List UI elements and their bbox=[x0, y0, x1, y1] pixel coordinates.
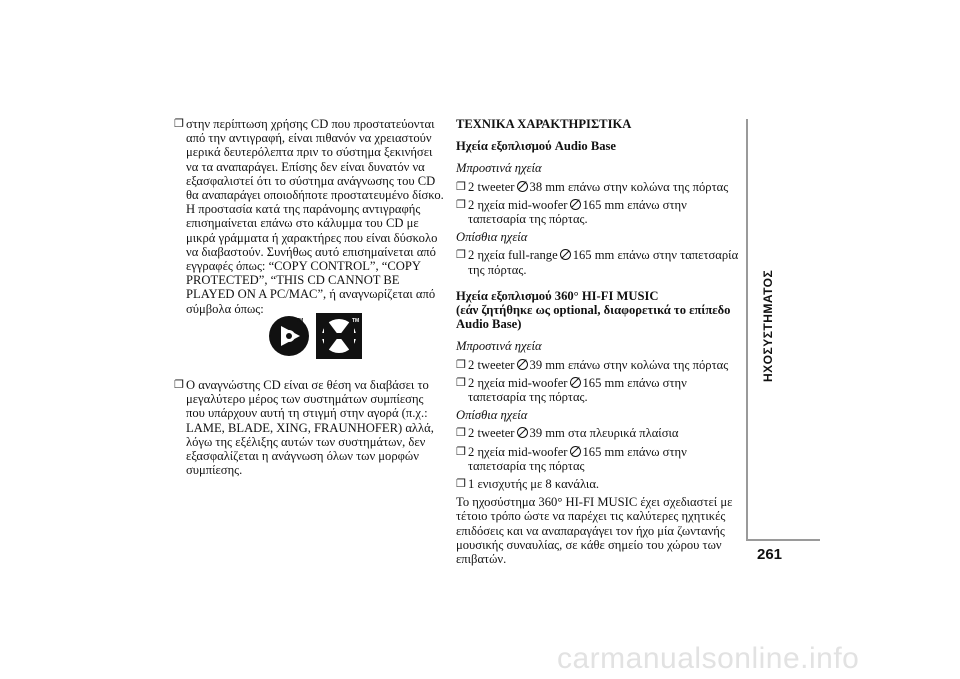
list-item bbox=[456, 358, 746, 372]
diameter-icon bbox=[517, 427, 528, 438]
item-detail: 39 mm στα πλευρικά πλαίσια bbox=[529, 426, 679, 441]
chapter-title: ΗΧΟΣΥΣΤΗΜΑΤΟΣ bbox=[761, 269, 775, 382]
audio-base-heading: Ηχεία εξοπλισμού Audio Base bbox=[456, 139, 617, 154]
list-item bbox=[174, 378, 444, 477]
checkbox-bullet-icon: ❐ bbox=[174, 118, 184, 130]
item-detail: 39 mm επάνω στην κολώνα της πόρτας bbox=[529, 357, 729, 372]
item-label: 2 ηχεία mid-woofer bbox=[468, 375, 568, 390]
item-label: 2 tweeter bbox=[468, 357, 515, 372]
checkbox-bullet-icon: ❐ bbox=[456, 358, 466, 371]
item-label: 2 ηχεία full-range bbox=[468, 248, 558, 263]
checkbox-bullet-icon: ❐ bbox=[456, 180, 466, 193]
bottom-divider bbox=[746, 539, 820, 541]
hifi-heading-note: (εάν ζητήθηκε ως optional, διαφορετικά το επίπεδο Audio Base) bbox=[456, 303, 731, 332]
copy-protection-paragraph: στην περίπτωση χρήσης CD που προστατεύονται από την αντιγραφή, είναι πιθανόν να χρειαστούν μερικά δευτερόλεπτα πριν το σύστημα ξεκινήσει να τα αναπαράγει. Επίσης δεν είναι δυνατόν να εξασφαλιστεί ότι το σύστημα ανάγνωσης του CD θα αναπαράγει οποιοδήποτε προστατευμένο δίσκο. Η προστασία κατά της παράνομης αντιγραφής επισημαίνεται επάνω στο κάλυμμα του CD με μικρά γράμματα ή χαρακτήρες που είναι δύσκολο να διαβαστούν. Συνήθως αυτό επισημαίνεται από εγγραφές όπως: “COPY CONTROL”, “COPY PROTECTED”, “THIS CD CANNOT BE PLAYED ON A PC/MAC”, ή αναγνωρίζεται από σύμβολα όπως: bbox=[186, 117, 444, 316]
diameter-icon bbox=[517, 181, 528, 192]
diameter-icon bbox=[570, 377, 581, 388]
list-item bbox=[456, 198, 746, 226]
checkbox-bullet-icon: ❐ bbox=[174, 379, 184, 391]
watermark: carmanualsonline.info bbox=[557, 642, 860, 675]
checkbox-bullet-icon: ❐ bbox=[456, 427, 466, 440]
left-column-lower bbox=[174, 378, 444, 477]
item-detail: 38 mm επάνω στην κολώνα της πόρτας bbox=[529, 179, 729, 194]
tm-mark: TM bbox=[352, 318, 360, 324]
rear-speakers-subheading: Οπίσθια ηχεία bbox=[456, 230, 528, 245]
diameter-icon bbox=[560, 249, 571, 260]
tm-mark: TM bbox=[296, 318, 304, 324]
closing-paragraph: Το ηχοσύστημα 360° HI-FI MUSIC έχει σχεδιαστεί με τέτοιο τρόπο ώστε να παρέχει τις καλύτερες ηχητικές επιδόσεις και να αναπαραγάγει τον ήχο μία ζωντανής μουσικής συναυλίας, σε κάθε σημείο του χώρου των επιβατών. bbox=[456, 495, 733, 567]
section-title: ΤΕΧΝΙΚΑ ΧΑΡΑΚΤΗΡΙΣΤΙΚΑ bbox=[456, 117, 632, 131]
diameter-icon bbox=[517, 359, 528, 370]
checkbox-bullet-icon: ❐ bbox=[456, 445, 466, 458]
list-item bbox=[456, 445, 746, 473]
item-detail: 165 mm επάνω στην ταπετσαρία της πόρτας. bbox=[468, 197, 687, 227]
item-detail: 165 mm επάνω στην ταπετσαρία της πόρτας bbox=[468, 444, 687, 473]
cd-reader-paragraph: Ο αναγνώστης CD είναι σε θέση να διαβάσει το μεγαλύτερο μέρος των συστημάτων συμπίεσης που υπάρχουν αυτή τη στιγμή στην αγορά (π.χ.: LAME, BLADE, XING, FRAUNHOFER) αλλά, λόγω της εξέλιξης αυτών των συστημάτων, δεν εξασφαλίζεται η ανάγνωση όλων των μορφών συμπίεσης. bbox=[186, 378, 434, 478]
side-divider bbox=[746, 119, 748, 539]
checkbox-bullet-icon: ❐ bbox=[456, 478, 466, 491]
item-label: 2 ηχεία mid-woofer bbox=[468, 197, 568, 212]
list-item bbox=[456, 248, 746, 276]
list-item bbox=[174, 117, 444, 316]
item-detail: 165 mm επάνω στην ταπετσαρία της πόρτας. bbox=[468, 375, 687, 405]
item-label: 2 ηχεία mid-woofer bbox=[468, 444, 568, 459]
checkbox-bullet-icon: ❐ bbox=[456, 198, 466, 211]
amplifier-item: 1 ενισχυτής με 8 κανάλια. bbox=[468, 477, 600, 492]
copy-protection-logo bbox=[266, 313, 362, 359]
left-column bbox=[174, 117, 444, 316]
front-speakers-subheading: Μπροστινά ηχεία bbox=[456, 339, 542, 354]
rear-speakers-subheading: Οπίσθια ηχεία bbox=[456, 408, 528, 423]
hifi-heading: Ηχεία εξοπλισμού 360° HI-FI MUSIC bbox=[456, 288, 659, 303]
list-item bbox=[456, 426, 746, 440]
list-item bbox=[456, 180, 746, 194]
list-item bbox=[456, 477, 746, 491]
item-label: 2 tweeter bbox=[468, 179, 515, 194]
list-item bbox=[456, 376, 746, 404]
diameter-icon bbox=[570, 446, 581, 457]
item-label: 2 tweeter bbox=[468, 426, 515, 441]
diameter-icon bbox=[570, 199, 581, 210]
checkbox-bullet-icon: ❐ bbox=[456, 376, 466, 389]
checkbox-bullet-icon: ❐ bbox=[456, 249, 466, 262]
page-number: 261 bbox=[757, 546, 783, 563]
front-speakers-subheading: Μπροστινά ηχεία bbox=[456, 161, 542, 176]
right-column bbox=[456, 117, 746, 566]
item-detail: 165 mm επάνω στην ταπετσαρία της πόρτας. bbox=[468, 248, 739, 277]
